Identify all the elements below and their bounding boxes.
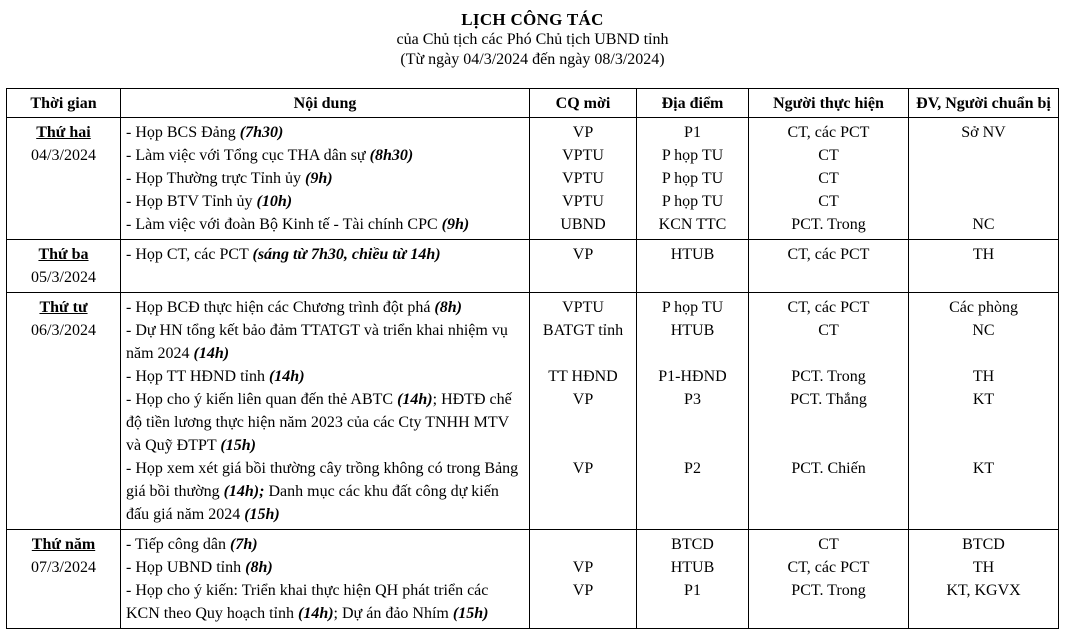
location-cell: P3 (637, 388, 749, 457)
inviter-cell: VP (530, 457, 637, 530)
preparer-cell: KT (909, 457, 1059, 530)
performer-cell: PCT. Trong (749, 213, 909, 240)
location-cell: HTUB (637, 319, 749, 365)
content-cell (121, 579, 530, 629)
performer-cell: CT, các PCT (749, 556, 909, 579)
day-date: 05/3/2024 (31, 269, 96, 286)
item-description-continued: ; Dự án đảo Nhím (333, 605, 453, 622)
table-row (7, 579, 1059, 629)
location-cell: P1-HĐND (637, 365, 749, 388)
schedule-body (7, 118, 1059, 629)
inviter-cell: VPTU (530, 293, 637, 320)
day-cell (7, 118, 121, 240)
performer-cell: PCT. Thắng (749, 388, 909, 457)
item-time: (8h30) (369, 147, 414, 164)
location-cell: P họp TU (637, 190, 749, 213)
performer-cell: CT (749, 167, 909, 190)
performer-cell: CT (749, 190, 909, 213)
content-cell (121, 388, 530, 457)
column-header-content: Nội dung (121, 89, 530, 118)
day-name: Thứ tư (39, 299, 88, 316)
performer-cell: PCT. Chiến (749, 457, 909, 530)
performer-cell: PCT. Trong (749, 579, 909, 629)
date-range: (Từ ngày 04/3/2024 đến ngày 08/3/2024) (400, 51, 665, 68)
item-time-continued: (15h) (220, 437, 256, 454)
performer-cell: CT (749, 530, 909, 557)
item-description: - Họp UBND tỉnh (126, 559, 246, 576)
table-row (7, 556, 1059, 579)
item-time-continued: (15h) (244, 506, 280, 523)
item-description: - Họp cho ý kiến liên quan đến thẻ ABTC (126, 391, 398, 408)
content-cell (121, 293, 530, 320)
preparer-cell: TH (909, 240, 1059, 293)
performer-cell: PCT. Trong (749, 365, 909, 388)
content-cell (121, 240, 530, 293)
preparer-cell (909, 167, 1059, 190)
table-row (7, 530, 1059, 557)
day-date: 06/3/2024 (31, 322, 96, 339)
item-time: (14h) (193, 345, 230, 362)
item-description: - Họp BTV Tỉnh ủy (126, 193, 257, 210)
table-row (7, 144, 1059, 167)
preparer-cell: KT, KGVX (909, 579, 1059, 629)
inviter-cell: BATGT tỉnh (530, 319, 637, 365)
inviter-cell: VP (530, 579, 637, 629)
item-description: - Làm việc với đoàn Bộ Kinh tế - Tài chính CPC (126, 216, 442, 233)
location-cell: P1 (637, 579, 749, 629)
item-time: (9h) (441, 216, 470, 233)
content-cell (121, 118, 530, 145)
inviter-cell: TT HĐND (530, 365, 637, 388)
location-cell: KCN TTC (637, 213, 749, 240)
location-cell: P1 (637, 118, 749, 145)
item-description-continued: Danh mục các khu đất công dự kiến đấu giá năm 2024 (126, 483, 499, 523)
location-cell: P2 (637, 457, 749, 530)
preparer-cell (909, 190, 1059, 213)
table-row (7, 213, 1059, 240)
location-cell: P họp TU (637, 293, 749, 320)
preparer-cell: Sở NV (909, 118, 1059, 145)
item-description: - Họp CT, các PCT (126, 246, 253, 263)
column-header-preparer: ĐV, Người chuẩn bị (909, 89, 1059, 118)
item-description: - Làm việc với Tổng cục THA dân sự (126, 147, 370, 164)
preparer-cell: KT (909, 388, 1059, 457)
item-time: (14h) (297, 605, 334, 622)
column-header-time: Thời gian (7, 89, 121, 118)
table-row (7, 118, 1059, 145)
item-time: (8h) (434, 299, 462, 316)
item-time: (8h) (245, 559, 273, 576)
content-cell (121, 457, 530, 530)
table-row (7, 167, 1059, 190)
item-description: - Họp BCĐ thực hiện các Chương trình đột phá (126, 299, 435, 316)
day-cell (7, 240, 121, 293)
preparer-cell (909, 144, 1059, 167)
column-header-inviter: CQ mời (530, 89, 637, 118)
inviter-cell: VP (530, 388, 637, 457)
preparer-cell: TH (909, 365, 1059, 388)
item-time: (10h) (256, 193, 293, 210)
inviter-cell (530, 530, 637, 557)
performer-cell: CT, các PCT (749, 240, 909, 293)
day-name: Thứ năm (31, 536, 96, 553)
day-cell (7, 293, 121, 530)
preparer-cell: NC (909, 319, 1059, 365)
location-cell: BTCD (637, 530, 749, 557)
item-time: (sáng từ 7h30, chiều từ 14h) (252, 246, 441, 263)
table-row (7, 388, 1059, 457)
inviter-cell: VPTU (530, 190, 637, 213)
table-row (7, 319, 1059, 365)
item-description: - Họp Thường trực Tỉnh ủy (126, 170, 305, 187)
location-cell: HTUB (637, 556, 749, 579)
location-cell: P họp TU (637, 167, 749, 190)
location-cell: HTUB (637, 240, 749, 293)
preparer-cell: BTCD (909, 530, 1059, 557)
item-description: - Dự HN tổng kết bảo đảm TTATGT và triển khai nhiệm vụ năm 2024 (126, 322, 508, 362)
content-cell (121, 365, 530, 388)
content-cell (121, 319, 530, 365)
item-time: (9h) (304, 170, 333, 187)
table-row (7, 240, 1059, 293)
table-row (7, 293, 1059, 320)
table-header-row (7, 89, 1059, 118)
content-cell (121, 190, 530, 213)
item-time: (14h); (223, 483, 269, 500)
preparer-cell: NC (909, 213, 1059, 240)
performer-cell: CT (749, 144, 909, 167)
preparer-cell: TH (909, 556, 1059, 579)
item-description-continued: ; HĐTĐ chế độ tiền lương thực hiện năm 2023 của các Cty TNHH MTV và Quỹ ĐTPT (126, 391, 512, 454)
inviter-cell: VPTU (530, 144, 637, 167)
day-date: 04/3/2024 (31, 147, 96, 164)
performer-cell: CT, các PCT (749, 293, 909, 320)
document-header (0, 0, 1065, 70)
content-cell (121, 144, 530, 167)
content-cell (121, 213, 530, 240)
document-title: LỊCH CÔNG TÁC (461, 10, 604, 29)
column-header-performer: Người thực hiện (749, 89, 909, 118)
item-time: (7h30) (239, 124, 284, 141)
item-description: - Họp TT HĐND tỉnh (126, 368, 269, 385)
table-row (7, 190, 1059, 213)
item-description: - Họp cho ý kiến: Triển khai thực hiện QH phát triển các KCN theo Quy hoạch tỉnh (126, 582, 489, 622)
day-name: Thứ hai (36, 124, 91, 141)
day-cell (7, 530, 121, 629)
document-subtitle: của Chủ tịch các Phó Chủ tịch UBND tỉnh (396, 31, 669, 48)
content-cell (121, 556, 530, 579)
content-cell (121, 167, 530, 190)
inviter-cell: VPTU (530, 167, 637, 190)
item-description: - Họp xem xét giá bồi thường cây trồng không có trong Bảng giá bồi thường (126, 460, 519, 500)
inviter-cell: UBND (530, 213, 637, 240)
item-description: - Họp BCS Đảng (126, 124, 240, 141)
table-row (7, 457, 1059, 530)
item-time: (14h) (268, 368, 305, 385)
performer-cell: CT (749, 319, 909, 365)
content-cell (121, 530, 530, 557)
schedule-table (6, 88, 1059, 629)
performer-cell: CT, các PCT (749, 118, 909, 145)
item-description: - Tiếp công dân (126, 536, 230, 553)
day-date: 07/3/2024 (31, 559, 96, 576)
item-time-continued: (15h) (452, 605, 489, 622)
table-row (7, 365, 1059, 388)
item-time: (7h) (230, 536, 258, 553)
item-time: (14h) (397, 391, 433, 408)
preparer-cell: Các phòng (909, 293, 1059, 320)
column-header-location: Địa điểm (637, 89, 749, 118)
location-cell: P họp TU (637, 144, 749, 167)
inviter-cell: VP (530, 556, 637, 579)
day-name: Thứ ba (38, 246, 89, 263)
inviter-cell: VP (530, 240, 637, 293)
inviter-cell: VP (530, 118, 637, 145)
